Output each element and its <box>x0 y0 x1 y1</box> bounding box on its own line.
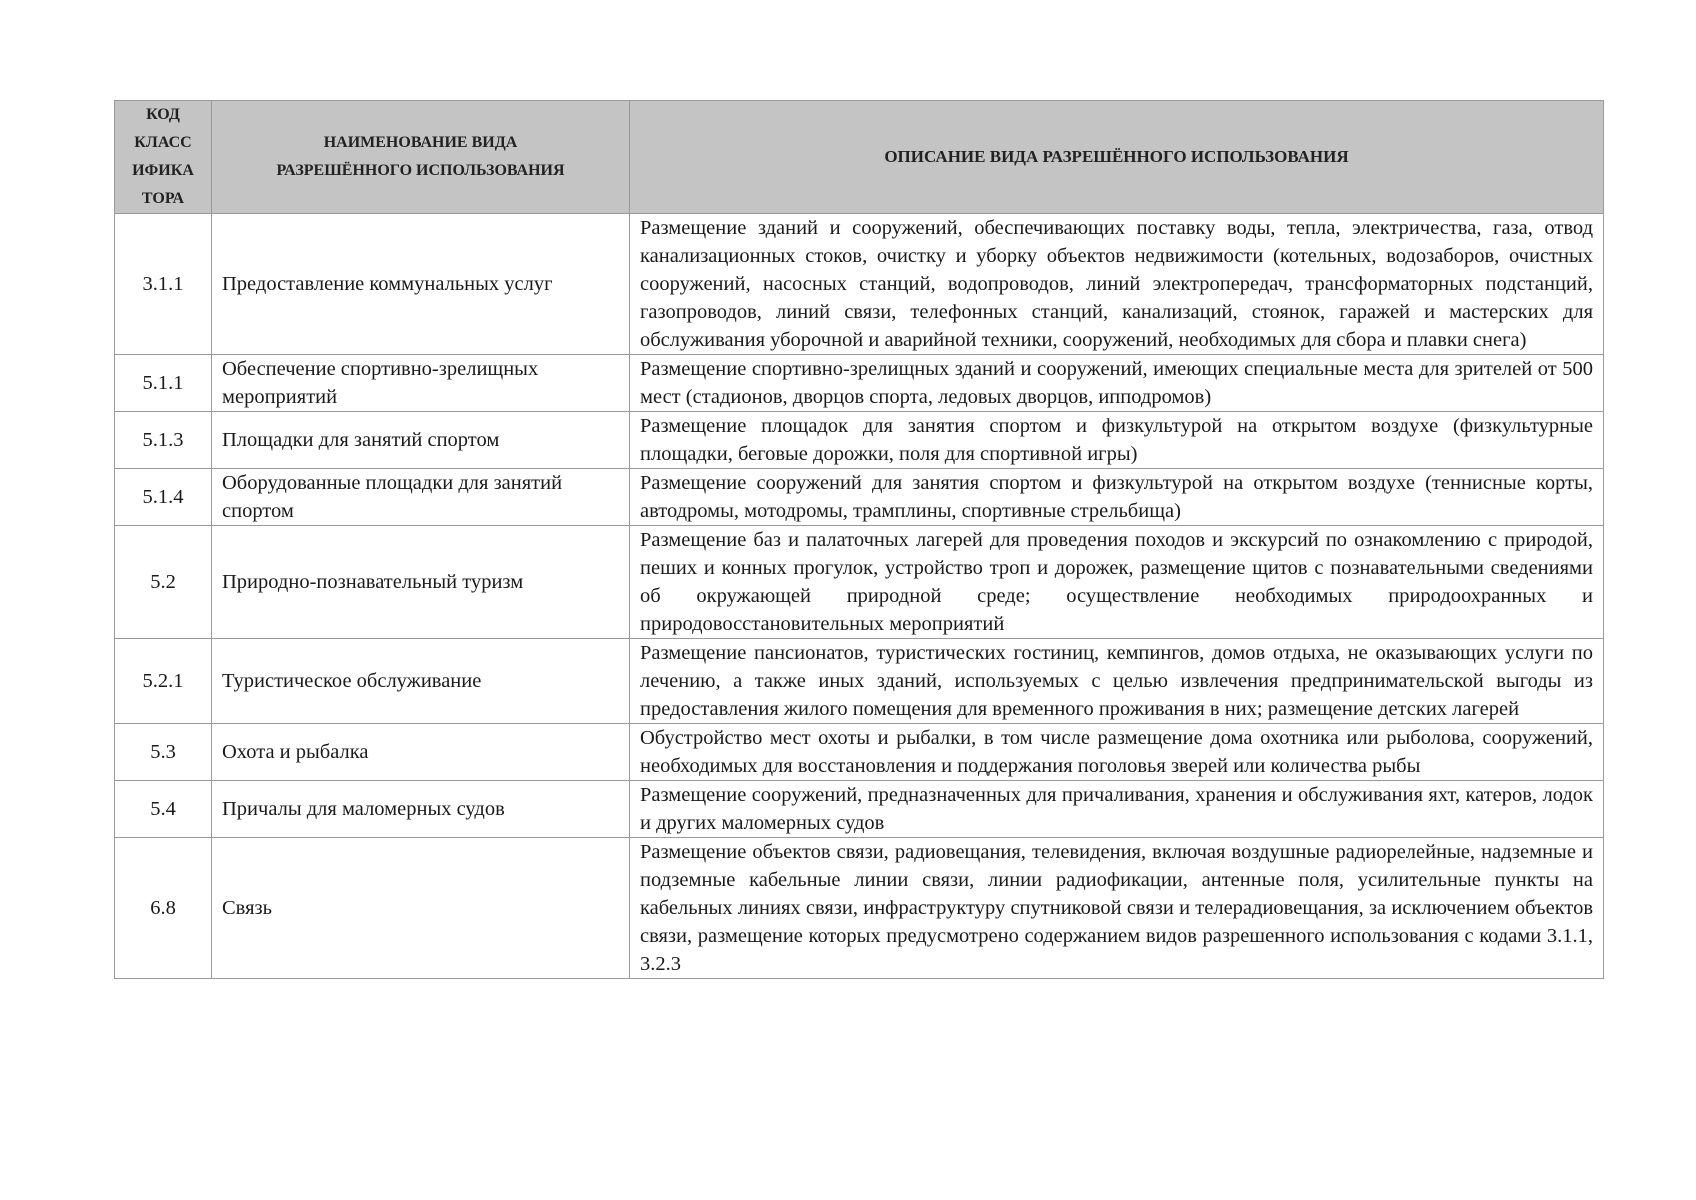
row-code: 3.1.1 <box>115 214 212 355</box>
row-name: Связь <box>212 838 630 979</box>
row-name: Охота и рыбалка <box>212 724 630 781</box>
row-name: Обеспечение спортивно-зрелищных мероприятий <box>212 355 630 412</box>
header-description: ОПИСАНИЕ ВИДА РАЗРЕШЁННОГО ИСПОЛЬЗОВАНИЯ <box>630 101 1604 214</box>
table-row <box>115 781 1604 838</box>
row-description: Размещение пансионатов, туристических гостиниц, кемпингов, домов отдыха, не оказывающих услуги по лечению, а также иных зданий, используемых с целью извлечения предпринимательской выгоды из предоставления жилого помещения для временного проживания в них; размещение детских лагерей <box>630 639 1604 724</box>
row-code: 5.4 <box>115 781 212 838</box>
row-code: 6.8 <box>115 838 212 979</box>
row-code: 5.1.3 <box>115 412 212 469</box>
table-row <box>115 724 1604 781</box>
row-code: 5.3 <box>115 724 212 781</box>
table-row <box>115 639 1604 724</box>
row-code: 5.2 <box>115 526 212 639</box>
row-description: Обустройство мест охоты и рыбалки, в том числе размещение дома охотника или рыболова, сооружений, необходимых для восстановления и поддержания поголовья зверей или количества рыбы <box>630 724 1604 781</box>
header-code-line: ТОРА <box>141 190 185 207</box>
row-name: Причалы для маломерных судов <box>212 781 630 838</box>
table-header <box>115 101 1604 214</box>
table-row <box>115 214 1604 355</box>
table-row <box>115 838 1604 979</box>
land-use-table-container <box>114 100 1603 979</box>
table-row <box>115 355 1604 412</box>
row-description: Размещение зданий и сооружений, обеспечивающих поставку воды, тепла, электричества, газа, отвод канализационных стоков, очистку и уборку объектов недвижимости (котельных, водозаборов, очистных сооружений, насосных станций, водопроводов, линий электропередач, трансформаторных подстанций, газопроводов, линий связи, телефонных станций, канализаций, стоянок, гаражей и мастерских для обслуживания уборочной и аварийной техники, сооружений, необходимых для сбора и плавки снега) <box>630 214 1604 355</box>
row-description: Размещение сооружений, предназначенных для причаливания, хранения и обслуживания яхт, катеров, лодок и других маломерных судов <box>630 781 1604 838</box>
table-row <box>115 412 1604 469</box>
row-name: Площадки для занятий спортом <box>212 412 630 469</box>
row-description: Размещение сооружений для занятия спортом и физкультурой на открытом воздухе (теннисные корты, автодромы, мотодромы, трамплины, спортивные стрельбища) <box>630 469 1604 526</box>
row-code: 5.1.4 <box>115 469 212 526</box>
row-code: 5.2.1 <box>115 639 212 724</box>
header-row <box>115 101 1604 214</box>
table-row <box>115 469 1604 526</box>
header-code-line: ИФИКА <box>132 162 194 179</box>
row-code: 5.1.1 <box>115 355 212 412</box>
row-name: Оборудованные площадки для занятий спортом <box>212 469 630 526</box>
row-description: Размещение спортивно-зрелищных зданий и сооружений, имеющих специальные места для зрителей от 500 мест (стадионов, дворцов спорта, ледовых дворцов, ипподромов) <box>630 355 1604 412</box>
land-use-table <box>114 100 1604 979</box>
header-code-line: КЛАСС <box>134 134 192 151</box>
header-name-line: РАЗРЕШЁННОГО ИСПОЛЬЗОВАНИЯ <box>276 162 565 179</box>
row-name: Предоставление коммунальных услуг <box>212 214 630 355</box>
row-name: Природно-познавательный туризм <box>212 526 630 639</box>
row-name: Туристическое обслуживание <box>212 639 630 724</box>
header-code <box>115 101 212 214</box>
header-name-line: НАИМЕНОВАНИЕ ВИДА <box>323 134 518 151</box>
table-row <box>115 526 1604 639</box>
table-body <box>115 214 1604 979</box>
header-code-line: КОД <box>146 106 180 123</box>
row-description: Размещение площадок для занятия спортом и физкультурой на открытом воздухе (физкультурные площадки, беговые дорожки, поля для спортивной игры) <box>630 412 1604 469</box>
row-description: Размещение баз и палаточных лагерей для проведения походов и экскурсий по ознакомлению с природой, пеших и конных прогулок, устройство троп и дорожек, размещение щитов с познавательными сведениями об окружающей природной среде; осуществление необходимых природоохранных и природовосстановительных мероприятий <box>630 526 1604 639</box>
header-name <box>212 101 630 214</box>
row-description: Размещение объектов связи, радиовещания, телевидения, включая воздушные радиорелейные, надземные и подземные кабельные линии связи, линии радиофикации, антенные поля, усилительные пункты на кабельных линиях связи, инфраструктуру спутниковой связи и телерадиовещания, за исключением объектов связи, размещение которых предусмотрено содержанием видов разрешенного использования с кодами 3.1.1, 3.2.3 <box>630 838 1604 979</box>
